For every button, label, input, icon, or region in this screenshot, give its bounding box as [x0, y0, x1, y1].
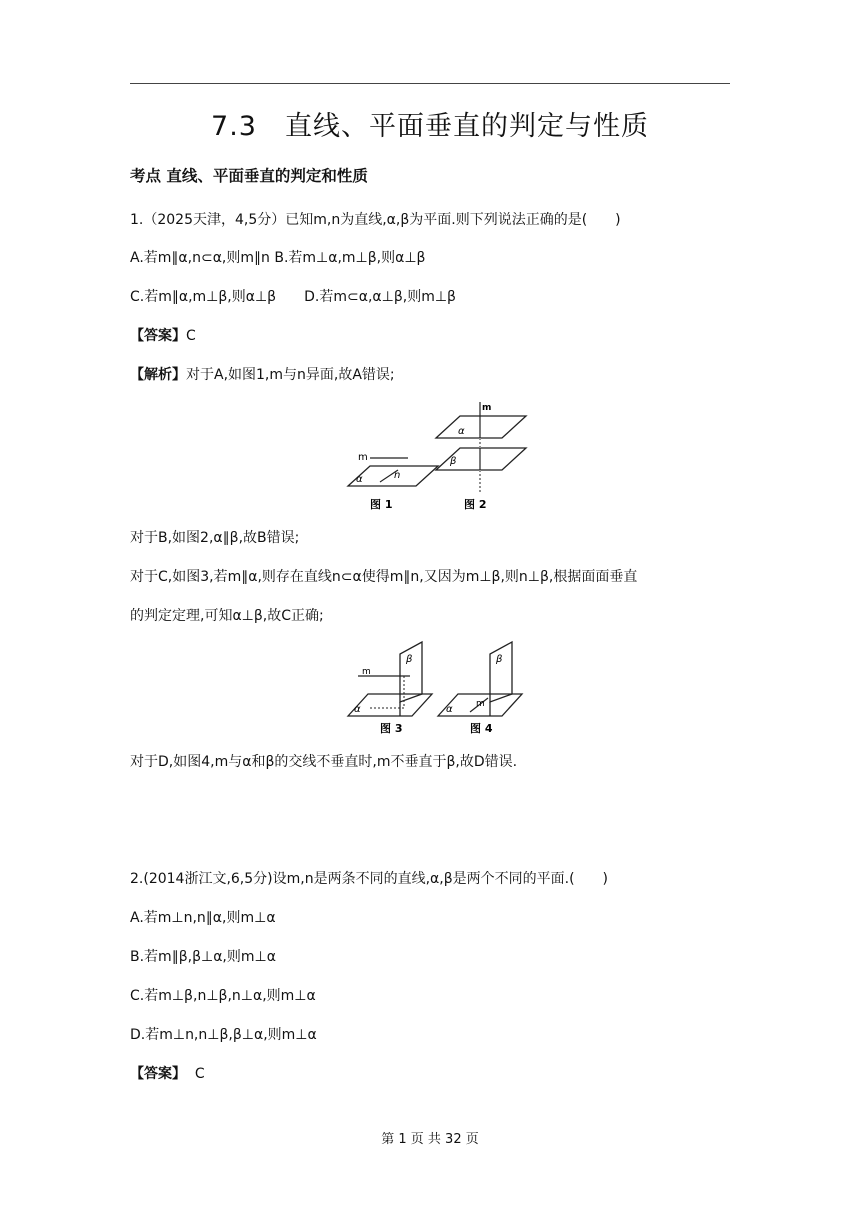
analysis-label: 【解析】 — [130, 367, 186, 383]
q2-option-d: D.若m⊥n,n⊥β,β⊥α,则m⊥α — [130, 1027, 317, 1043]
figure-4 — [432, 640, 532, 740]
page-footer: 第 1 页 共 32 页 — [381, 1132, 479, 1147]
fig4-label-alpha: α — [446, 704, 453, 715]
figure-3 — [340, 640, 440, 740]
fig1-caption: 图 1 — [370, 498, 393, 511]
q1-analysis-d: 对于D,如图4,m与α和β的交线不垂直时,m不垂直于β,故D错误. — [130, 754, 518, 770]
figure-2 — [430, 398, 540, 516]
q1-options-ab: A.若m∥α,n⊂α,则m∥n B.若m⊥α,m⊥β,则α⊥β — [130, 250, 426, 266]
fig2-caption: 图 2 — [464, 498, 487, 511]
q1-options-cd: C.若m∥α,m⊥β,则α⊥β D.若m⊂α,α⊥β,则m⊥β — [130, 289, 456, 305]
answer-label: 【答案】 — [130, 1066, 186, 1082]
analysis-text: 对于A,如图1,m与n异面,故A错误; — [186, 367, 395, 383]
q1-answer — [130, 326, 196, 346]
answer-label: 【答案】 — [130, 328, 186, 344]
fig3-label-m: m — [362, 667, 371, 677]
answer-value: C — [186, 328, 196, 344]
answer-value: C — [194, 1066, 205, 1082]
q2-answer — [130, 1064, 205, 1084]
fig4-label-beta: β — [496, 654, 503, 665]
fig2-label-alpha: α — [458, 426, 465, 437]
q1-analysis-a — [130, 365, 395, 385]
figure-1 — [348, 452, 438, 511]
fig3-label-alpha: α — [354, 704, 361, 715]
q1-analysis-c1: 对于C,如图3,若m∥α,则存在直线n⊂α使得m∥n,又因为m⊥β,则n⊥β,根据面面垂直 — [130, 569, 638, 585]
page-title: 7.3 直线、平面垂直的判定与性质 — [211, 111, 649, 142]
fig3-label-beta: β — [406, 654, 413, 665]
fig2-label-beta: β — [450, 456, 457, 467]
fig2-label-m: m — [482, 403, 492, 413]
q2-option-b: B.若m∥β,β⊥α,则m⊥α — [130, 949, 276, 965]
q2-stem: 2.(2014浙江文,6,5分)设m,n是两条不同的直线,α,β是两个不同的平面.( ) — [130, 871, 609, 887]
fig4-caption: 图 4 — [470, 722, 493, 735]
q1-stem: 1.（2025天津，4,5分）已知m,n为直线,α,β为平面.则下列说法正确的是( ) — [130, 212, 621, 228]
q1-analysis-c2: 的判定定理,可知α⊥β,故C正确; — [130, 608, 324, 624]
q1-analysis-b: 对于B,如图2,α∥β,故B错误; — [130, 530, 300, 546]
fig1-label-n: n — [394, 470, 401, 481]
fig3-caption: 图 3 — [380, 722, 403, 735]
q2-option-a: A.若m⊥n,n∥α,则m⊥α — [130, 910, 276, 926]
q2-option-c: C.若m⊥β,n⊥β,n⊥α,则m⊥α — [130, 988, 316, 1004]
fig1-label-m: m — [358, 452, 368, 463]
header-rule — [130, 83, 730, 84]
fig4-label-m: m — [476, 699, 485, 709]
section-heading: 考点 直线、平面垂直的判定和性质 — [130, 167, 368, 185]
fig1-label-alpha: α — [356, 474, 363, 485]
